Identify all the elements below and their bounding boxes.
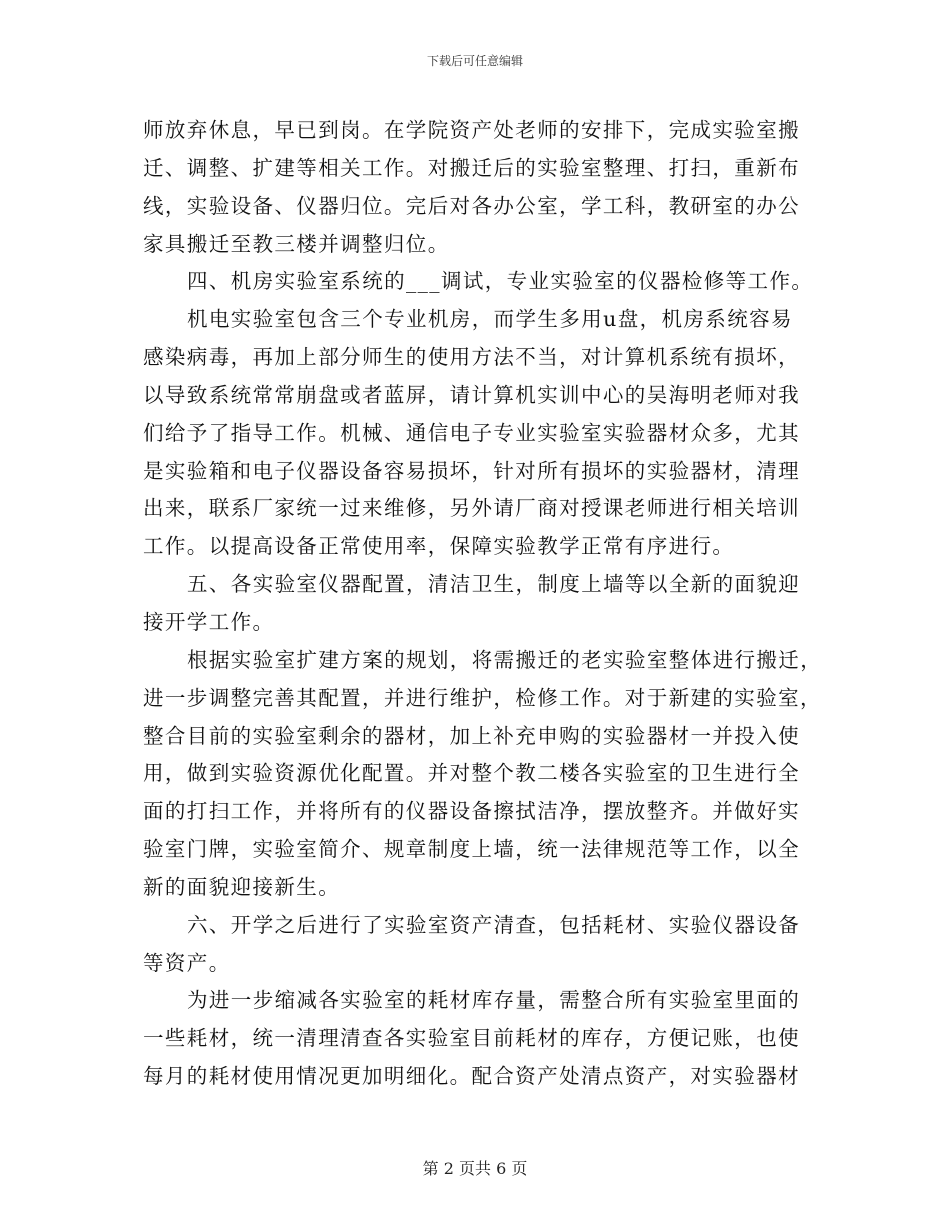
page-footer: 第 2 页共 6 页 <box>422 1159 528 1178</box>
text-line: 进一步调整完善其配置，并进行维护，检修工作。对于新建的实验室， <box>143 685 822 710</box>
document-body <box>143 112 823 1096</box>
text-line: 每月的耗材使用情况更加明细化。配合资产处清点资产，对实验器材 <box>143 1064 800 1089</box>
text-line: 四、机房实验室系统的___调试，专业实验室的仪器检修等工作。 <box>187 269 814 294</box>
text-line: 线，实验设备、仪器归位。完后对各办公室，学工科，教研室的办公 <box>143 193 800 218</box>
text-line: 家具搬迁至教三楼并调整归位。 <box>143 231 450 256</box>
text-line: 工作。以提高设备正常使用率，保障实验教学正常有序进行。 <box>143 534 735 559</box>
page-header: 下载后可任意编辑 <box>426 54 523 68</box>
text-line: 为进一步缩减各实验室的耗材库存量，需整合所有实验室里面的 <box>187 988 801 1013</box>
text-line: 根据实验室扩建方案的规划，将需搬迁的老实验室整体进行搬迁， <box>187 647 823 672</box>
text-line: 出来，联系厂家统一过来维修，另外请厂商对授课老师进行相关培训 <box>143 496 800 521</box>
text-line: 用，做到实验资源优化配置。并对整个教二楼各实验室的卫生进行全 <box>143 761 800 786</box>
text-line: 接开学工作。 <box>143 609 275 634</box>
text-line: 验室门牌，实验室简介、规章制度上墙，统一法律规范等工作，以全 <box>143 837 800 862</box>
text-line: 以导致系统常常崩盘或者蓝屏，请计算机实训中心的吴海明老师对我 <box>143 382 800 407</box>
text-line: 整合目前的实验室剩余的器材，加上补充申购的实验器材一并投入使 <box>143 723 800 748</box>
text-line: 感染病毒，再加上部分师生的使用方法不当，对计算机系统有损坏， <box>143 345 800 370</box>
text-line: 迁、调整、扩建等相关工作。对搬迁后的实验室整理、打扫，重新布 <box>143 155 800 180</box>
text-line: 们给予了指导工作。机械、通信电子专业实验室实验器材众多，尤其 <box>143 420 800 445</box>
text-line: 六、开学之后进行了实验室资产清查，包括耗材、实验仪器设备 <box>187 912 801 937</box>
text-line: 面的打扫工作，并将所有的仪器设备擦拭洁净，摆放整齐。并做好实 <box>143 799 800 824</box>
text-line: 师放弃休息，早已到岗。在学院资产处老师的安排下，完成实验室搬 <box>143 118 800 142</box>
text-line: 一些耗材，统一清理清查各实验室目前耗材的库存，方便记账，也使 <box>143 1026 800 1051</box>
text-line: 五、各实验室仪器配置，清洁卫生，制度上墙等以全新的面貌迎 <box>187 572 801 597</box>
text-line: 新的面貌迎接新生。 <box>143 874 341 899</box>
text-line: 等资产。 <box>143 950 231 975</box>
text-line: 机电实验室包含三个专业机房，而学生多用u盘，机房系统容易 <box>187 307 793 332</box>
text-line: 是实验箱和电子仪器设备容易损坏，针对所有损坏的实验器材，清理 <box>143 458 800 483</box>
